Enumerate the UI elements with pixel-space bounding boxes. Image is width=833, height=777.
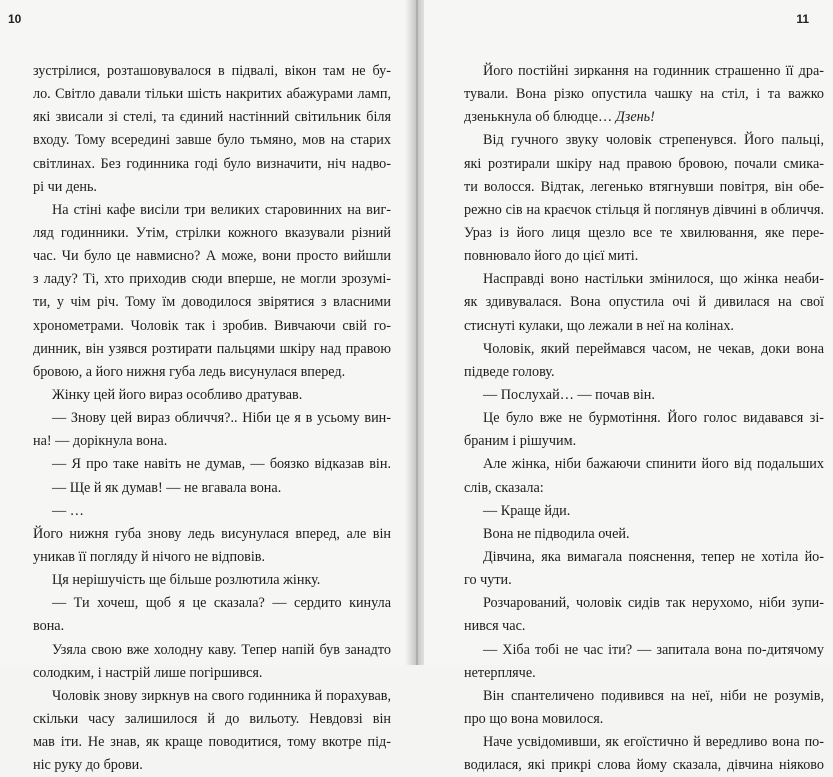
text-line-content: підведе голову. xyxy=(464,363,555,380)
text-line-content: — Краще йди. xyxy=(483,502,571,519)
text-line xyxy=(33,245,391,268)
text-line xyxy=(33,315,391,338)
text-line xyxy=(33,106,391,129)
text-line xyxy=(464,384,824,407)
text-line-content: — Послухай… — почав він. xyxy=(483,386,655,403)
text-line-content: повнювало його до цієї миті. xyxy=(464,248,639,265)
text-line xyxy=(464,153,824,176)
text-line-content: На стіні кафе висіли три великих старовинних на виг- xyxy=(52,201,391,218)
text-line-emphasis: Дзень! xyxy=(615,109,655,126)
text-line xyxy=(464,453,824,476)
text-line-content: Його нижня губа знову ледь висунулася вперед, але він xyxy=(33,525,391,542)
text-line-content: Узяла свою вже холодну каву. Тепер напій був занадто xyxy=(52,641,391,658)
text-line xyxy=(33,685,391,708)
text-line-content: Він спантеличено подивився на неї, ніби не розумів, xyxy=(483,687,824,704)
text-line xyxy=(464,315,824,338)
text-line-content: водилася, які прикрі слова йому сказала, дівчина ніяково xyxy=(464,757,824,774)
text-line-content: — Хіба тобі не час іти? — запитала вона по-дитячому xyxy=(483,641,824,658)
text-line-content: — Знову цей вираз обличчя?.. Ніби це я в усьому вин- xyxy=(52,410,391,427)
text-line xyxy=(33,384,391,407)
text-line-content: Наче усвідомивши, як егоїстично й вередливо вона по- xyxy=(483,734,824,751)
text-line-content: — Ти хочеш, щоб я це сказала? — сердито кинула xyxy=(52,595,391,612)
text-line-content: на! — дорікнула вона. xyxy=(33,433,168,450)
text-line xyxy=(464,685,824,708)
text-line-content: скільки часу залишилося й до вильоту. Невдовзі він xyxy=(33,710,391,727)
text-line-content: зустрілися, розташовувалося в підвалі, вікон там не бу- xyxy=(33,63,391,79)
text-line-content: солодким, і настрій лише погіршився. xyxy=(33,664,263,681)
text-line xyxy=(464,731,824,754)
text-line xyxy=(33,199,391,222)
text-line-content: рі чи день. xyxy=(33,178,97,195)
text-line xyxy=(33,222,391,245)
text-line-content: ти, у чім річ. Тому їм доводилося звірятися з власними xyxy=(33,294,391,311)
right-page xyxy=(424,0,833,774)
left-page xyxy=(0,0,410,774)
text-line xyxy=(33,592,391,615)
text-line-content: ти волосся. Відтак, легенько втягнувши повітря, він обе- xyxy=(464,178,824,195)
text-line-content: Жінку цей його вираз особливо дратував. xyxy=(52,386,303,403)
text-line-content: — … xyxy=(52,502,84,519)
text-line-content: — Ще й як думав! — не вгавала вона. xyxy=(52,479,282,496)
text-line-content: вона. xyxy=(33,618,65,635)
text-line xyxy=(33,754,391,777)
text-line-content: браним і рішучим. xyxy=(464,433,577,450)
text-line-content: ляд годинники. Утім, стрілки кожного вказували різний xyxy=(33,224,391,241)
text-line-content: ло. Світло давали тільки шість накритих абажурами ламп, xyxy=(33,86,391,103)
text-line-content: Його постійні зиркання на годинник страшенно її дра- xyxy=(483,63,824,79)
text-line-content: Це було вже не бурмотіння. Його голос видавався зі- xyxy=(483,410,824,427)
text-line xyxy=(33,662,391,685)
text-line xyxy=(464,477,824,500)
text-line xyxy=(464,245,824,268)
text-line-content: світлинах. Без годинника годі було визначити, ніч надво- xyxy=(33,155,391,172)
text-line-content: Ця нерішучість ще більше розлютила жінку. xyxy=(52,572,321,589)
text-line xyxy=(33,453,391,476)
text-line xyxy=(33,639,391,662)
text-line-content: Але жінка, ніби бажаючи спинити його від подальших xyxy=(483,456,824,473)
text-line xyxy=(464,407,824,430)
text-line-content: Чоловік, який переймався часом, не чекав, доки вона xyxy=(483,340,824,357)
text-line xyxy=(464,523,824,546)
text-line-content: хронометрами. Чоловік так і зробив. Вивчаючи свій го- xyxy=(33,317,391,334)
text-line xyxy=(33,500,391,523)
text-line xyxy=(33,176,391,199)
text-line xyxy=(33,407,391,430)
text-line-content: мав іти. Не знав, як краще поводитися, тому вкотре під- xyxy=(33,734,391,751)
text-line xyxy=(464,569,824,592)
text-line xyxy=(464,546,824,569)
text-line xyxy=(33,615,391,638)
text-line xyxy=(464,222,824,245)
text-line xyxy=(464,268,824,291)
text-line xyxy=(464,199,824,222)
text-line xyxy=(464,662,824,685)
text-line-content: входу. Тому всередині завше було тьмяно, мов на старих xyxy=(33,132,391,149)
text-line-content: ніс руку до брови. xyxy=(33,757,143,774)
text-line-content: Чоловік знову зиркнув на свого годинника й порахував, xyxy=(52,687,391,704)
text-line xyxy=(33,338,391,361)
text-line-content: час. Чи було це навмисно? А може, вони просто вийшли xyxy=(33,248,391,265)
text-line xyxy=(33,477,391,500)
text-line-content: нився час. xyxy=(464,618,526,635)
text-line xyxy=(464,708,824,731)
text-line xyxy=(33,546,391,569)
text-line-content: нетерпляче. xyxy=(464,664,536,681)
text-line-content: тували. Вона різко опустила чашку на стіл, і та важко xyxy=(464,86,824,103)
text-line-content: про що вона мовилося. xyxy=(464,710,604,727)
text-line xyxy=(33,83,391,106)
text-line-content: Вона не підводила очей. xyxy=(483,525,630,542)
text-line xyxy=(464,361,824,384)
text-line xyxy=(33,268,391,291)
text-line-content: які звисали зі стелі, та єдиний настінний світильник біля xyxy=(33,109,391,126)
text-line-content: стиснуті кулаки, що лежали в неї на колінах. xyxy=(464,317,734,334)
text-line xyxy=(464,592,824,615)
text-line-content: як здивувалася. Вона опустила очі й дивилася на свої xyxy=(464,294,824,311)
text-line xyxy=(33,731,391,754)
text-line-content: бровою, а його нижня губа ледь висунулася вперед. xyxy=(33,363,346,380)
text-line-content: з ладу? Ті, хто приходив сюди вперше, не могли зрозумі- xyxy=(33,271,391,288)
text-line xyxy=(464,291,824,314)
text-line-content: Розчарований, чоловік сидів так нерухомо, ніби зупи- xyxy=(483,595,824,612)
left-page-text xyxy=(33,60,391,777)
text-line xyxy=(464,615,824,638)
text-line xyxy=(464,60,824,83)
text-line xyxy=(33,153,391,176)
text-line-content: уникав її погляду й нічого не відповів. xyxy=(33,548,266,565)
text-line xyxy=(464,129,824,152)
text-line xyxy=(464,176,824,199)
text-line xyxy=(33,523,391,546)
text-line-content: Ураз із його лиця щезло все те хвилювання, яке пере- xyxy=(464,224,824,241)
text-line xyxy=(464,106,824,129)
text-line xyxy=(464,338,824,361)
text-line xyxy=(464,500,824,523)
text-line-content: го чути. xyxy=(464,572,512,589)
text-line-content: які розтирали шкіру над правою бровою, почали смика- xyxy=(464,155,824,172)
page-number-right: 11 xyxy=(796,12,809,26)
text-line-content: слів, сказала: xyxy=(464,479,544,496)
text-line xyxy=(464,430,824,453)
text-line xyxy=(33,291,391,314)
text-line xyxy=(33,60,391,83)
text-line xyxy=(464,754,824,777)
text-line xyxy=(33,129,391,152)
text-line-content: Дівчина, яка вимагала пояснення, тепер не хотіла йо- xyxy=(483,548,824,565)
text-line xyxy=(464,83,824,106)
text-line xyxy=(33,569,391,592)
text-line-content: Від гучного звуку чоловік стрепенувся. Його пальці, xyxy=(483,132,824,149)
text-line xyxy=(33,708,391,731)
right-page-text xyxy=(464,60,824,777)
text-line-content: динник, він узявся розтирати пальцями шкіру над правою xyxy=(33,340,391,357)
text-line-content: дзенькнула об блюдце… xyxy=(464,109,616,126)
text-line-content: — Я про таке навіть не думав, — боязко відказав він. xyxy=(52,456,391,473)
page-number-left: 10 xyxy=(8,12,22,26)
text-line-content: Насправді воно настільки змінилося, що жінка неаби- xyxy=(483,271,824,288)
text-line xyxy=(33,361,391,384)
text-line-content: режно сів на краєчок стільця й поглянув дівчині в обличчя. xyxy=(464,201,824,218)
text-line xyxy=(33,430,391,453)
text-line xyxy=(464,639,824,662)
